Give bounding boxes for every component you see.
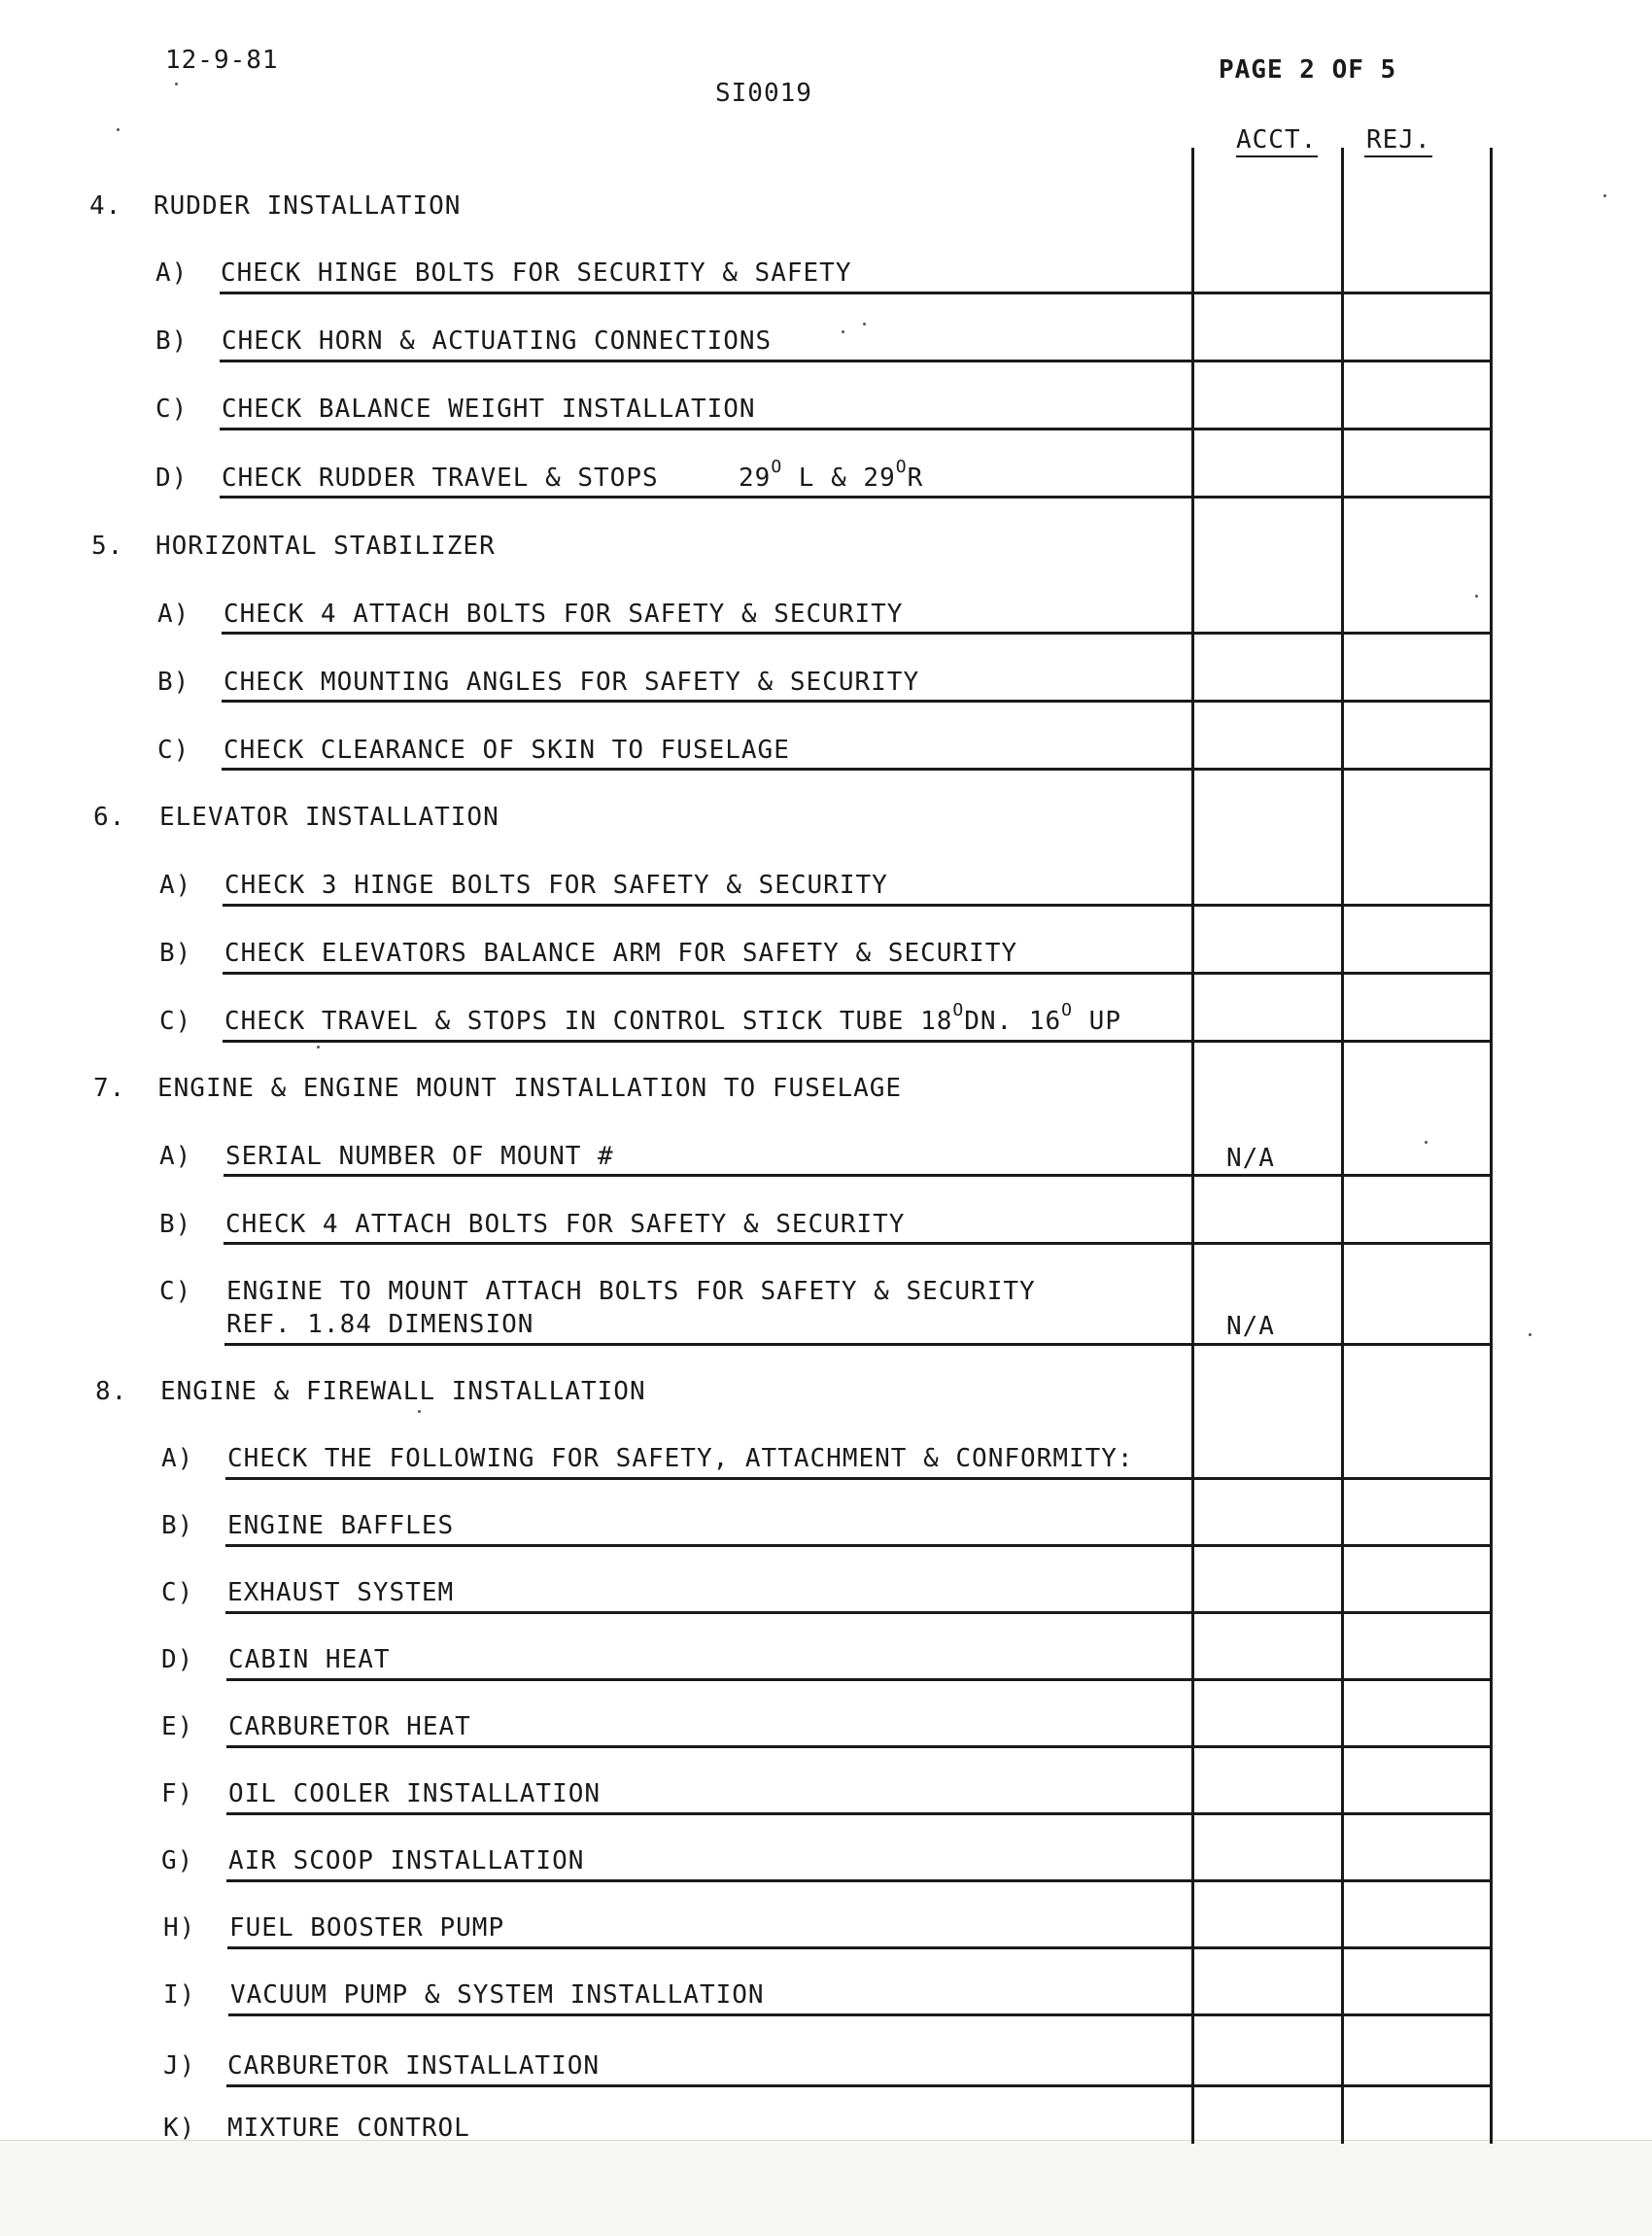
item-letter: E) xyxy=(161,1712,194,1741)
item-letter: I) xyxy=(163,1980,196,2010)
item-letter: C) xyxy=(159,1277,192,1306)
item-text: CABIN HEAT xyxy=(228,1645,391,1674)
item-text: CHECK HORN & ACTUATING CONNECTIONS xyxy=(222,327,773,356)
item-text: CHECK HINGE BOLTS FOR SECURITY & SAFETY xyxy=(221,258,852,288)
item-rule xyxy=(220,292,1491,294)
item-letter: B) xyxy=(161,1511,194,1540)
item-text: FUEL BOOSTER PUMP xyxy=(229,1913,505,1943)
item-text: ENGINE BAFFLES xyxy=(227,1511,455,1540)
item-rule xyxy=(226,1745,1491,1748)
column-rule-right xyxy=(1490,148,1493,2144)
item-letter: B) xyxy=(159,939,192,968)
item-text: AIR SCOOP INSTALLATION xyxy=(228,1846,585,1875)
item-rule xyxy=(224,1174,1491,1177)
item-rule xyxy=(226,1879,1491,1882)
item-text: MIXTURE CONTROL xyxy=(227,2114,470,2143)
item-letter: C) xyxy=(155,395,189,424)
item-rule xyxy=(220,428,1491,430)
item-text: CARBURETOR INSTALLATION xyxy=(227,2051,601,2081)
item-letter: C) xyxy=(159,1007,192,1036)
item-text: OIL COOLER INSTALLATION xyxy=(228,1779,602,1808)
item-text: CHECK CLEARANCE OF SKIN TO FUSELAGE xyxy=(224,736,790,765)
item-rule xyxy=(223,972,1491,975)
scan-speck xyxy=(317,1046,320,1049)
item-rule xyxy=(226,1678,1491,1681)
item-letter: K) xyxy=(163,2114,196,2143)
rudder-travel-spec: $29^O$ L & $29^OR$ xyxy=(739,457,924,493)
item-text: CHECK 4 ATTACH BOLTS FOR SAFETY & SECURITY xyxy=(225,1210,906,1239)
item-letter: A) xyxy=(157,600,190,629)
item-letter: C) xyxy=(157,736,190,765)
accept-value-na: N/A xyxy=(1226,1144,1275,1173)
column-header-accept: ACCT. xyxy=(1236,125,1318,155)
scan-speck xyxy=(842,330,844,333)
item-text: VACUUM PUMP & SYSTEM INSTALLATION xyxy=(230,1980,765,2010)
item-rule xyxy=(223,1040,1491,1043)
scan-speck xyxy=(418,1410,421,1413)
item-text: CHECK MOUNTING ANGLES FOR SAFETY & SECURITY xyxy=(224,668,920,697)
section-title-engine-mount: ENGINE & ENGINE MOUNT INSTALLATION TO FUSELAGE xyxy=(157,1074,903,1103)
item-text-elevator-travel: CHECK TRAVEL & STOPS IN CONTROL STICK TUBE $18^ODN$. $16^O$ UP xyxy=(224,1000,1121,1036)
item-letter: H) xyxy=(163,1913,196,1943)
section-title-rudder: RUDDER INSTALLATION xyxy=(154,191,462,221)
item-letter: A) xyxy=(155,258,189,288)
item-rule xyxy=(220,496,1491,499)
column-header-reject: REJ. xyxy=(1366,125,1431,155)
item-text: SERIAL NUMBER OF MOUNT # xyxy=(225,1142,614,1171)
column-rule-middle xyxy=(1341,148,1344,2144)
scan-speck xyxy=(1529,1333,1532,1336)
item-rule xyxy=(224,1343,1491,1346)
item-text: CHECK ELEVATORS BALANCE ARM FOR SAFETY & SECURITY xyxy=(224,939,1018,968)
item-rule xyxy=(225,1477,1491,1480)
page-number: PAGE 2 OF 5 xyxy=(1219,55,1397,85)
item-text-line2: REF. 1.84 DIMENSION xyxy=(226,1310,534,1339)
item-letter: J) xyxy=(163,2051,196,2081)
section-number: 6. xyxy=(93,803,126,832)
item-text: CHECK THE FOLLOWING FOR SAFETY, ATTACHMENT & CONFORMITY: xyxy=(227,1444,1134,1473)
document-date: 12-9-81 xyxy=(165,46,279,75)
scan-speck xyxy=(1475,595,1478,598)
item-text: ENGINE TO MOUNT ATTACH BOLTS FOR SAFETY & SECURITY xyxy=(226,1277,1036,1306)
item-text: CHECK 3 HINGE BOLTS FOR SAFETY & SECURITY xyxy=(224,871,888,900)
item-text: CHECK BALANCE WEIGHT INSTALLATION xyxy=(222,395,756,424)
item-letter: G) xyxy=(161,1846,194,1875)
item-letter: A) xyxy=(161,1444,194,1473)
item-text: CARBURETOR HEAT xyxy=(228,1712,471,1741)
item-letter: B) xyxy=(157,668,190,697)
item-rule xyxy=(220,360,1491,362)
section-number: 5. xyxy=(91,532,124,561)
item-letter: D) xyxy=(161,1645,194,1674)
scan-speck xyxy=(863,323,866,326)
column-header-accept-underline xyxy=(1236,155,1318,157)
item-rule xyxy=(224,1242,1491,1245)
item-text: EXHAUST SYSTEM xyxy=(227,1578,455,1607)
section-title-horizontal-stabilizer: HORIZONTAL STABILIZER xyxy=(155,532,496,561)
item-letter: A) xyxy=(159,1142,192,1171)
item-rule xyxy=(228,2013,1491,2016)
item-letter: A) xyxy=(159,871,192,900)
item-text: CHECK RUDDER TRAVEL & STOPS xyxy=(222,464,659,493)
section-number: 7. xyxy=(93,1074,126,1103)
item-rule xyxy=(222,768,1491,771)
section-number: 8. xyxy=(95,1377,128,1406)
item-rule xyxy=(222,700,1491,703)
item-text: CHECK 4 ATTACH BOLTS FOR SAFETY & SECURITY xyxy=(224,600,904,629)
item-letter: C) xyxy=(161,1578,194,1607)
column-rule-left xyxy=(1191,148,1194,2144)
item-rule xyxy=(223,904,1491,907)
section-title-engine-firewall: ENGINE & FIREWALL INSTALLATION xyxy=(160,1377,646,1406)
item-rule xyxy=(227,1946,1491,1949)
item-rule xyxy=(225,1611,1491,1614)
document-id: SI0019 xyxy=(715,79,812,108)
item-letter: B) xyxy=(155,327,189,356)
column-header-reject-underline xyxy=(1364,155,1432,157)
scan-speck xyxy=(1603,194,1606,197)
scan-speck xyxy=(117,128,120,131)
item-rule xyxy=(226,2084,1491,2087)
item-letter: B) xyxy=(159,1210,192,1239)
section-title-elevator: ELEVATOR INSTALLATION xyxy=(159,803,499,832)
item-rule xyxy=(226,1812,1491,1815)
item-letter: F) xyxy=(161,1779,194,1808)
item-letter: D) xyxy=(155,464,189,493)
item-rule xyxy=(222,632,1491,635)
item-rule xyxy=(225,1544,1491,1547)
accept-value-na: N/A xyxy=(1226,1312,1275,1341)
scan-speck xyxy=(175,83,178,86)
section-number: 4. xyxy=(89,191,122,221)
scan-speck xyxy=(1425,1141,1428,1144)
